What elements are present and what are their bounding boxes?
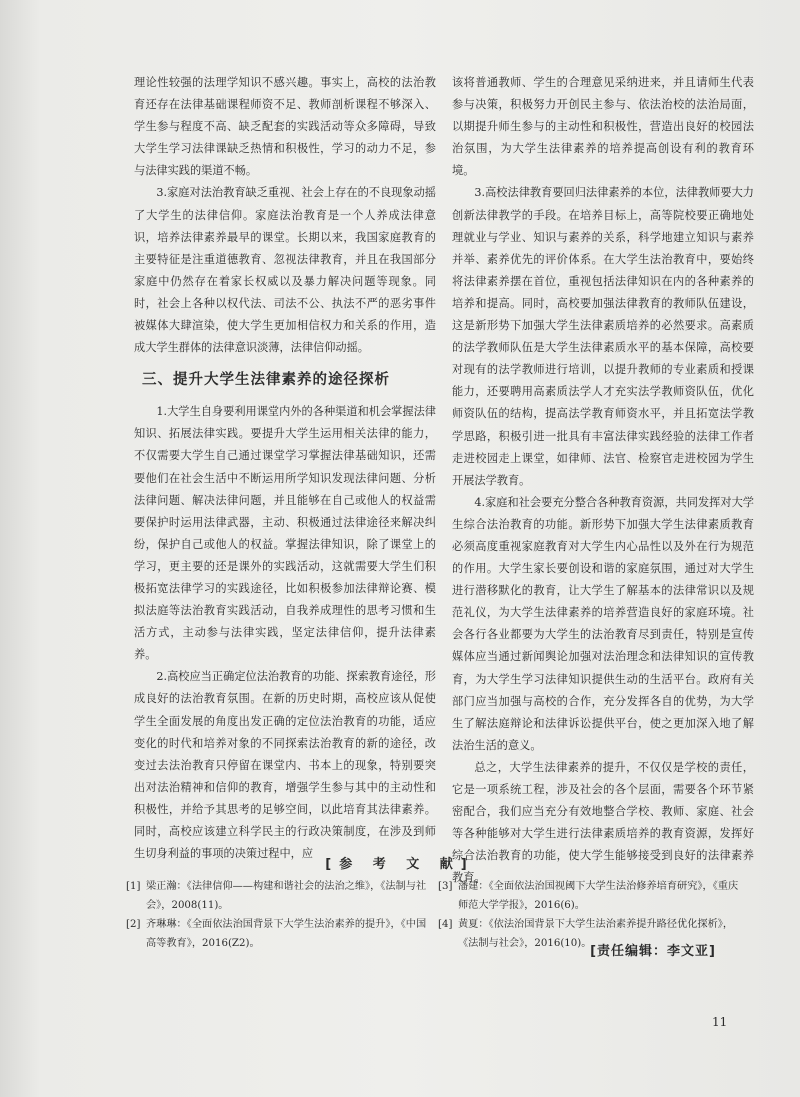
responsible-editor: [责任编辑：李文亚] — [590, 944, 716, 959]
reference-text: 齐琳琳：《全面依法治国背景下大学生法治素养的提升》，《中国高等教育》，2016(Z2)。 — [146, 919, 427, 949]
reference-item — [126, 915, 436, 953]
reference-number: [4] — [438, 919, 453, 930]
paragraph: 4.家庭和社会要充分整合各种教育资源，共同发挥对大学生综合法治教育的功能。新形势下加强大学生法律素质教育必须高度重视家庭教育对大学生内心品性以及外在行为规范的作用。大学生家长要创设和谐的家庭氛围，通过对大学生进行潜移默化的教育，让大学生了解基本的法律常识以及规范礼仪，为大学生法律素养的培养营造良好的家庭环境。社会各行各业都要为大学生的法治教育尽到责任，特别是宣传媒体应当通过新闻舆论加强对法治理念和法律知识的宣传教育，为大学生学习法律知识提供生动的生活平台。政府有关部门应当加强与高校的合作，充分发挥各自的优势，为大学生了解法庭辩论和法律诉讼提供平台，使之更加深入地了解法治生活的意义。 — [452, 495, 754, 752]
section-heading: 三、提升大学生法律素养的途径探析 — [142, 372, 390, 389]
reference-text: 黄夏：《依法治国背景下大学生法治素养提升路径优化探析》，《法制与社会》，2016(10)。 — [458, 919, 734, 949]
reference-number: [3] — [438, 881, 453, 892]
references-left — [126, 877, 436, 953]
paragraph: 1.大学生自身要利用课堂内外的各种渠道和机会掌握法律知识、拓展法律实践。要提升大学生运用相关法律的能力，不仅需要大学生自己通过课堂学习掌握法律基础知识，还需要他们在社会生活中不断运用所学知识发现法律问题、分析法律问题、解决法律问题，并且能够在自己或他人的权益需要保护时运用法律武器，主动、积极通过法律途径来解决纠纷，保护自己或他人的权益。掌握法律知识，除了课堂上的学习，更主要的还是课外的实践活动，这就需要大学生们积极拓宽法律学习的实践途径，比如积极参加法律辩论赛、模拟法庭等法治教育实践活动，自我养成理性的思考习惯和生活方式，主动参与法律实践，坚定法律信仰，提升法律素养。 — [134, 405, 436, 662]
reference-text: 潘建：《全面依法治国视阈下大学生法治修养培育研究》，《重庆师范大学学报》，2016(6)。 — [458, 881, 739, 911]
reference-item — [126, 877, 436, 915]
paragraph: 2.高校应当正确定位法治教育的功能、探索教育途径，形成良好的法治教育氛围。在新的历史时期，高校应该从促使学生全面发展的角度出发正确的定位法治教育的功能，适应变化的时代和培养对象的不同探索法治教育的新的途径，改变过去法治教育只停留在课堂内、书本上的现象，特别要突出对法治精神和信仰的教育，增强学生参与其中的主动性和积极性，并给予其思考的足够空间，以此培育其法律素养。同时，高校应该建立科学民主的行政决策制度，在涉及到师生切身利益的事项的决策过程中，应 — [134, 670, 436, 861]
references-heading: [参 考 文 献] — [325, 857, 475, 872]
reference-text: 梁正瀚：《法律信仰——构建和谐社会的法治之维》，《法制与社会》，2008(11)。 — [146, 881, 427, 911]
page-number: 11 — [712, 1015, 728, 1029]
paragraph: 3.家庭对法治教育缺乏重视、社会上存在的不良现象动摇了大学生的法律信仰。家庭法治教育是一个人养成法律意识，培养法律素养最早的课堂。长期以来，我国家庭教育的主要特征是注重道德教育、忽视法律教育，并且在我国部分家庭中仍然存在着家长权威以及暴力解决问题等现象。同时，社会上各种以权代法、司法不公、执法不严的恶劣事件被媒体大肆渲染，使大学生更加相信权力和关系的作用，造成大学生群体的法律意识淡薄，法律信仰动摇。 — [134, 186, 436, 355]
reference-item — [438, 877, 748, 915]
paragraph: 总之，大学生法律素养的提升，不仅仅是学校的责任，它是一项系统工程，涉及社会的各个层面，需要各个环节紧密配合，我们应当充分有效地整合学校、教师、家庭、社会等各种能够对大学生进行法律素质培养的教育资源，发挥好综合法治教育的功能，使大学生能够接受到良好的法律素养教育。 — [452, 760, 754, 885]
paragraph: 理论性较强的法理学知识不感兴趣。事实上，高校的法治教育还存在法律基础课程师资不足、教师剖析课程不够深入、学生参与程度不高、缺乏配套的实践活动等众多障碍，导致大学生学习法律课缺乏热情和积极性，学习的动力不足，参与法律实践的渠道不畅。 — [134, 76, 436, 178]
paragraph: 该将普通教师、学生的合理意见采纳进来，并且请师生代表参与决策，积极努力开创民主参与、依法治校的法治局面，以期提升师生参与的主动性和积极性，营造出良好的校园法治氛围，为大学生法律素养的培养提高创设有利的教育环境。 — [452, 76, 754, 178]
right-column — [452, 72, 754, 889]
reference-number: [2] — [126, 919, 141, 930]
left-column — [134, 72, 436, 865]
paragraph: 3.高校法律教育要回归法律素养的本位，法律教师要大力创新法律教学的手段。在培养目标上，高等院校要正确地处理就业与学业、知识与素养的关系，科学地建立知识与素养并举、素养优先的评价体系。在大学生法治教育中，要始终将法律素养摆在首位，重视包括法律知识在内的各种素养的培养和提高。同时，高校要加强法律教育的教师队伍建设，这是新形势下加强大学生法律素质培养的必然要求。高素质的法学教师队伍是大学生法律素质水平的基本保障，高校要对现有的法学教师进行培训，以提升教师的专业素质和授课能力，还要聘用高素质法学人才充实法学教师资队伍，优化师资队伍的结构，提高法学教育师资水平，并且拓宽法学教学思路，积极引进一批具有丰富法律实践经验的法律工作者走进校园走上课堂，如律师、法官、检察官走进校园为学生开展法学教育。 — [452, 186, 754, 487]
reference-number: [1] — [126, 881, 141, 892]
